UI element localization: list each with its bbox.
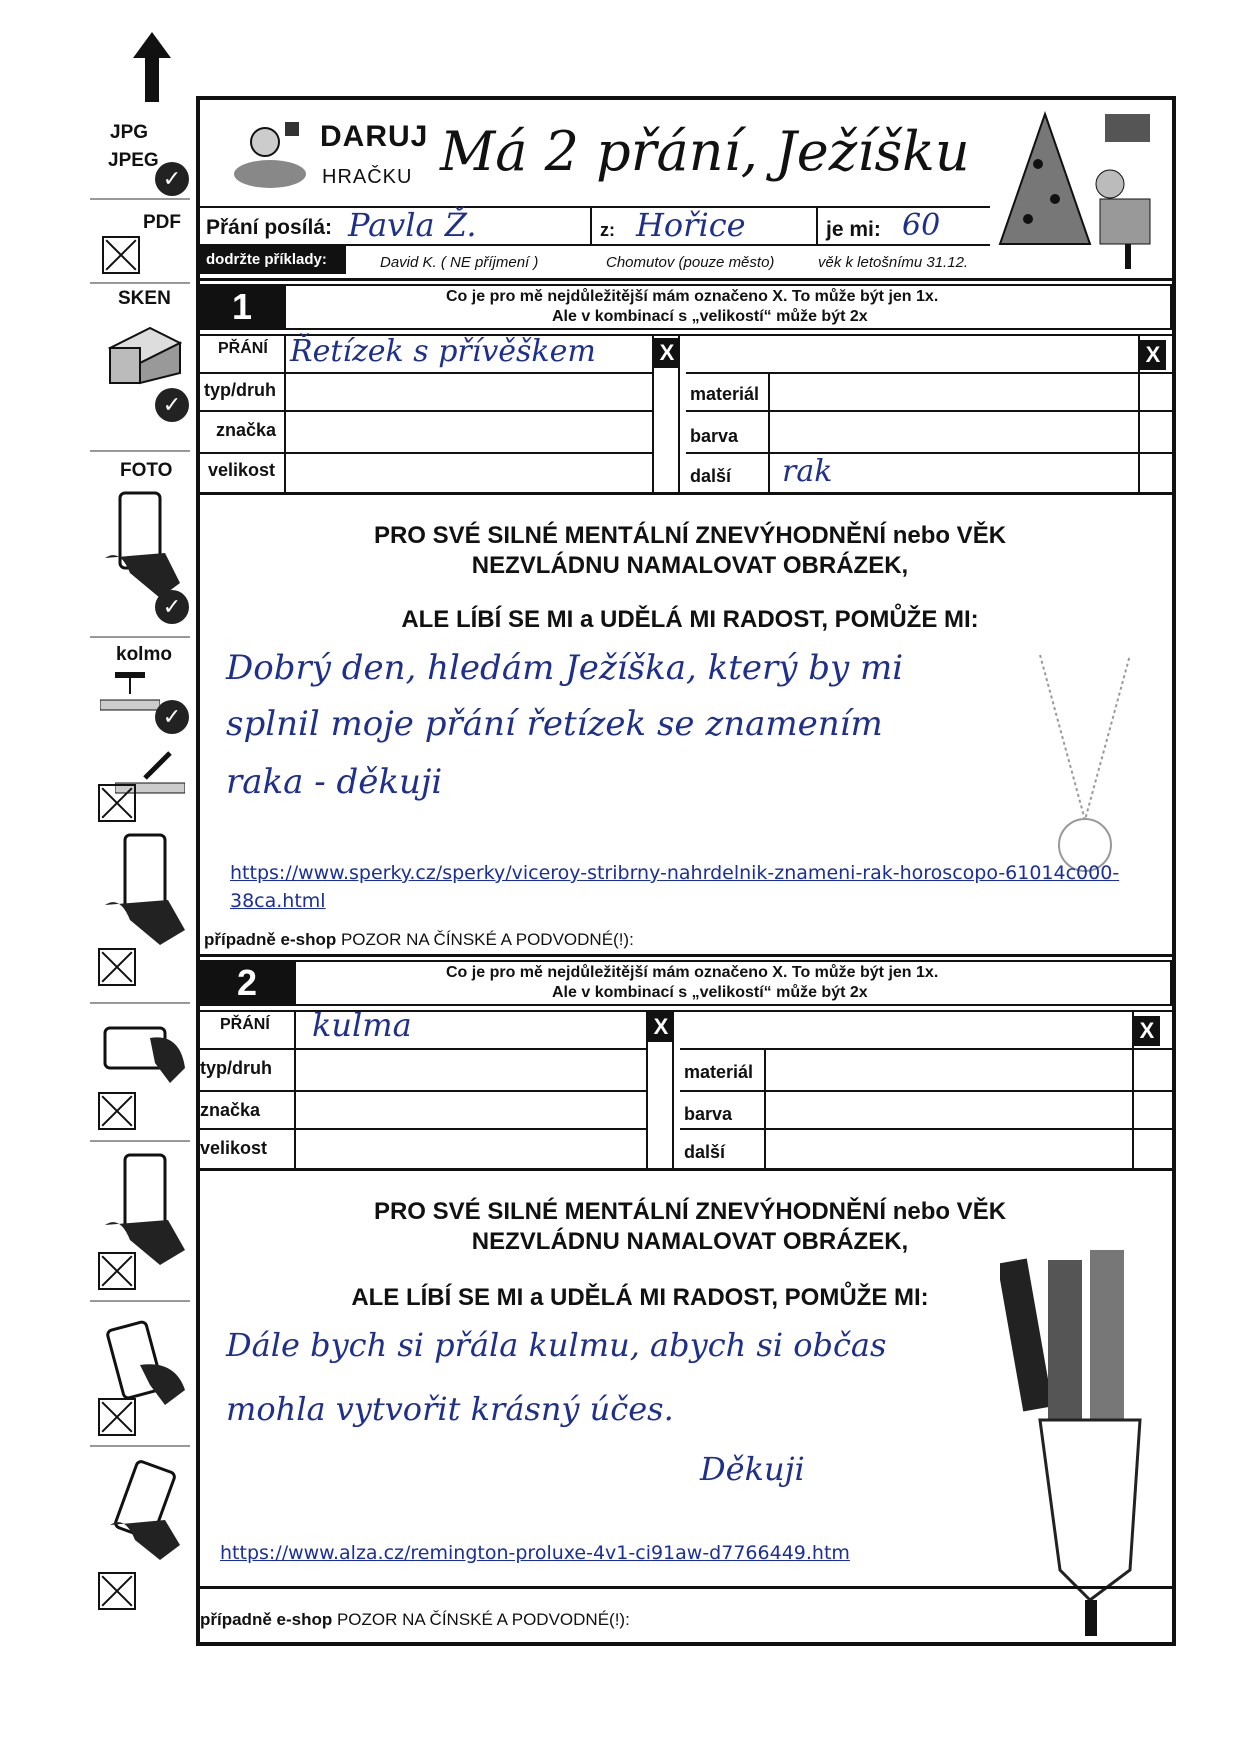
necklace-image <box>1030 650 1140 880</box>
check-icon: ✓ <box>155 388 189 422</box>
label-barva: barva <box>684 1104 733 1124</box>
label-dalsi: další <box>684 1142 726 1162</box>
format-jpeg: JPEG <box>108 150 159 171</box>
prani-value[interactable]: kulma <box>312 1006 412 1044</box>
hair-curler-image <box>1000 1240 1170 1640</box>
label-velikost: velikost <box>200 1138 268 1158</box>
wish-number: 1 <box>200 284 284 330</box>
example-name: David K. ( NE příjmení ) <box>380 254 539 271</box>
handwritten-line: splnil moje přání řetízek se znamením <box>226 704 883 744</box>
phone-hand-icon <box>100 830 190 950</box>
label-dalsi: další <box>690 466 732 486</box>
from-label: z: <box>600 220 615 240</box>
label-material: materiál <box>684 1062 754 1082</box>
age-value[interactable]: 60 <box>902 208 941 243</box>
crossed-box-icon <box>98 1398 136 1436</box>
sender-label: Přání posílá: <box>206 216 333 239</box>
eshop-note <box>204 930 634 950</box>
label-typ: typ/druh <box>204 380 276 400</box>
eshop-note-rest: POZOR NA ČÍNSKÉ A PODVODNÉ(!): <box>336 1610 630 1629</box>
drawing-heading-3: ALE LÍBÍ SE MI a UDĚLÁ MI RADOST, POMŮŽE MI: <box>401 606 979 633</box>
daruj-hracku-logo <box>230 112 310 192</box>
christmas-illustration <box>990 104 1170 274</box>
x-mark[interactable]: X <box>648 1012 674 1042</box>
format-jpg: JPG <box>110 122 149 143</box>
product-link[interactable]: 38ca.html <box>230 890 326 912</box>
eshop-note-bold: případně e-shop <box>200 1610 333 1629</box>
example-city: Chomutov (pouze město) <box>606 254 775 271</box>
logo-line1: DARUJ <box>320 120 429 153</box>
scanner-icon <box>105 318 185 388</box>
format-pdf: PDF <box>143 212 181 233</box>
wish-instruction-2: Ale v kombinací s „velikostí“ může být 2x <box>552 308 868 325</box>
label-velikost: velikost <box>208 460 276 480</box>
drawing-heading-1: PRO SVÉ SILNÉ MENTÁLNÍ ZNEVÝHODNĚNÍ nebo VĚK <box>373 1198 1007 1225</box>
dalsi-value[interactable]: rak <box>782 454 833 489</box>
crossed-box-icon <box>102 236 140 274</box>
up-arrow-icon <box>133 32 171 102</box>
label-barva: barva <box>690 426 739 446</box>
handwritten-line: raka - děkuji <box>226 762 443 802</box>
format-kolmo: kolmo <box>116 644 172 665</box>
crossed-box-icon <box>98 784 136 822</box>
handwritten-line: Dále bych si přála kulmu, abych si občas <box>226 1326 887 1364</box>
x-mark[interactable]: X <box>1134 1016 1160 1046</box>
crossed-box-icon <box>98 948 136 986</box>
logo-line2: HRAČKU <box>322 166 413 188</box>
label-znacka: značka <box>216 420 277 440</box>
crossed-box-icon <box>98 1572 136 1610</box>
eshop-note <box>200 1610 630 1630</box>
x-mark[interactable]: X <box>654 338 680 368</box>
eshop-note-rest: POZOR NA ČÍNSKÉ A PODVODNÉ(!): <box>340 930 634 949</box>
check-icon: ✓ <box>155 162 189 196</box>
drawing-heading-1: PRO SVÉ SILNÉ MENTÁLNÍ ZNEVÝHODNĚNÍ nebo VĚK <box>373 522 1007 549</box>
handwritten-line: mohla vytvořit krásný účes. <box>226 1390 674 1428</box>
format-sken: SKEN <box>118 288 171 309</box>
label-znacka: značka <box>200 1100 261 1120</box>
handwritten-line: Děkuji <box>700 1450 805 1488</box>
format-foto: FOTO <box>120 460 173 481</box>
phone-hand-icon <box>100 1455 190 1565</box>
from-value[interactable]: Hořice <box>636 206 746 244</box>
check-icon: ✓ <box>155 700 189 734</box>
handwritten-line: Dobrý den, hledám Ježíška, který by mi <box>226 648 904 688</box>
product-link[interactable]: https://www.sperky.cz/sperky/viceroy-stribrny-nahrdelnik-znameni-rak-horoscopo-61014c000- <box>230 862 1120 884</box>
label-typ: typ/druh <box>200 1058 272 1078</box>
drawing-heading-2: NEZVLÁDNU NAMALOVAT OBRÁZEK, <box>471 552 909 579</box>
drawing-heading-3: ALE LÍBÍ SE MI a UDĚLÁ MI RADOST, POMŮŽE MI: <box>351 1284 929 1311</box>
perpendicular-photo-icon <box>100 672 160 712</box>
drawing-heading-2: NEZVLÁDNU NAMALOVAT OBRÁZEK, <box>471 1228 909 1255</box>
sender-name-value[interactable]: Pavla Ž. <box>348 206 477 244</box>
label-prani: PŘÁNÍ <box>218 340 268 357</box>
age-label: je mi: <box>826 218 881 241</box>
page-title: Má 2 přání, Ježíšku <box>440 120 970 183</box>
phone-hand-icon <box>100 1018 190 1088</box>
phone-hand-icon <box>100 1310 190 1410</box>
eshop-note-bold: případně e-shop <box>204 930 337 949</box>
example-age: věk k letošnímu 31.12. <box>818 254 969 271</box>
wish-number: 2 <box>200 960 294 1006</box>
wish-instruction-1: Co je pro mě nejdůležitější mám označeno X. To může být jen 1x. <box>446 964 939 981</box>
crossed-box-icon <box>98 1252 136 1290</box>
crossed-box-icon <box>98 1092 136 1130</box>
check-icon: ✓ <box>155 590 189 624</box>
label-material: materiál <box>690 384 760 404</box>
wish-instruction-1: Co je pro mě nejdůležitější mám označeno X. To může být jen 1x. <box>446 288 939 305</box>
prani-value[interactable]: Řetízek s přívěškem <box>290 334 596 369</box>
examples-label: dodržte příklady: <box>200 246 346 274</box>
product-link[interactable]: https://www.alza.cz/remington-proluxe-4v1-ci91aw-d7766449.htm <box>220 1542 850 1564</box>
label-prani: PŘÁNÍ <box>220 1016 270 1033</box>
wish-instruction-2: Ale v kombinací s „velikostí“ může být 2x <box>552 984 868 1001</box>
x-mark[interactable]: X <box>1140 340 1166 370</box>
